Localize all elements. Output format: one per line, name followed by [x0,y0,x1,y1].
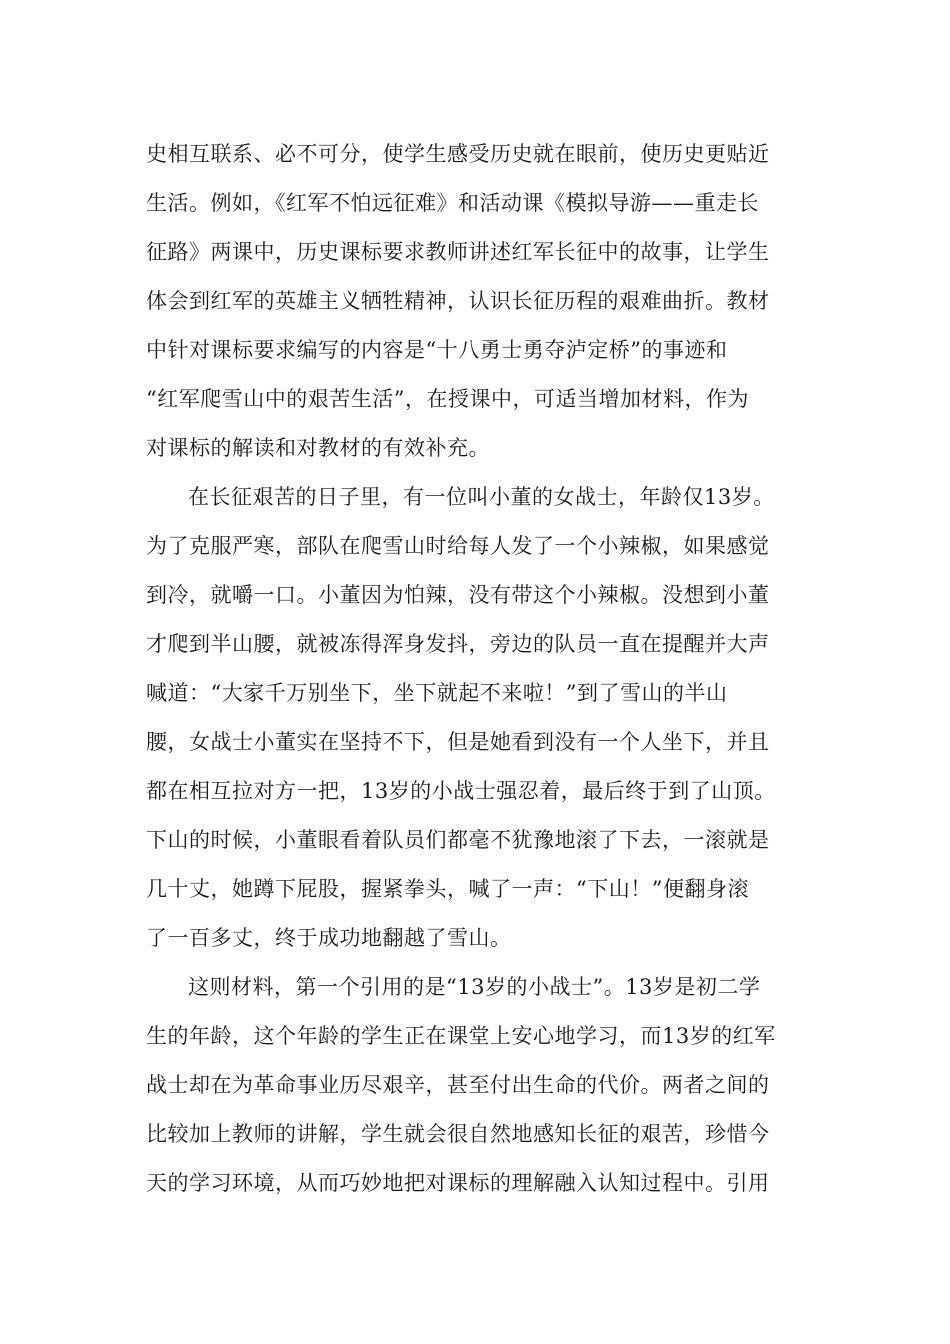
text-line: 才爬到半山腰，就被冻得浑身发抖，旁边的队员一直在提醒并大声 [146,632,770,656]
text-line: 在长征艰苦的日子里，有一位叫小董的女战士，年龄仅13岁。 [188,485,775,509]
text-line: 比较加上教师的讲解，学生就会很自然地感知长征的艰苦，珍惜今 [146,1122,770,1146]
text-line: 战士却在为革命事业历尽艰辛，甚至付出生命的代价。两者之间的 [146,1073,770,1097]
paragraph-2 [146,473,806,963]
text-line: 几十丈，她蹲下屁股，握紧拳头，喊了一声：“下山！”便翻身滚 [146,877,749,901]
text-line: 这则材料，第一个引用的是“13岁的小战士”。13岁是初二学 [188,975,761,999]
text-line: 天的学习环境，从而巧妙地把对课标的理解融入认知过程中。引用 [146,1171,770,1195]
text-line: 到冷，就嚼一口。小董因为怕辣，没有带这个小辣椒。没想到小董 [146,583,770,607]
text-line: 生的年龄，这个年龄的学生正在课堂上安心地学习，而13岁的红军 [146,1024,776,1048]
text-line: 体会到红军的英雄主义牺牲精神，认识长征历程的艰难曲折。教材 [146,289,770,313]
text-line: 腰，女战士小董实在坚持不下，但是她看到没有一个人坐下，并且 [146,730,770,754]
text-line: 中针对课标要求编写的内容是“十八勇士勇夺泸定桥”的事迹和 [146,338,728,362]
paragraph-3 [146,963,806,1208]
body-text [146,130,806,1208]
text-line: 下山的时候，小董眼看着队员们都毫不犹豫地滚了下去，一滚就是 [146,828,770,852]
text-line: 为了克服严寒，部队在爬雪山时给每人发了一个小辣椒，如果感觉 [146,534,770,558]
text-line: 生活。例如，《红军不怕远征难》和活动课《模拟导游——重走长 [146,191,759,215]
text-line: 对课标的解读和对教材的有效补充。 [146,436,490,460]
paragraph-1 [146,130,806,473]
text-line: 了一百多丈，终于成功地翻越了雪山。 [146,926,512,950]
text-line: 都在相互拉对方一把，13岁的小战士强忍着，最后终于到了山顶。 [146,779,776,803]
text-line: 征路》两课中，历史课标要求教师讲述红军长征中的故事，让学生 [146,240,770,264]
text-line: 喊道：“大家千万别坐下，坐下就起不来啦！”到了雪山的半山 [146,681,728,705]
text-line: 史相互联系、必不可分，使学生感受历史就在眼前，使历史更贴近 [146,142,770,166]
text-line: “红军爬雪山中的艰苦生活”，在授课中，可适当增加材料，作为 [146,387,749,411]
